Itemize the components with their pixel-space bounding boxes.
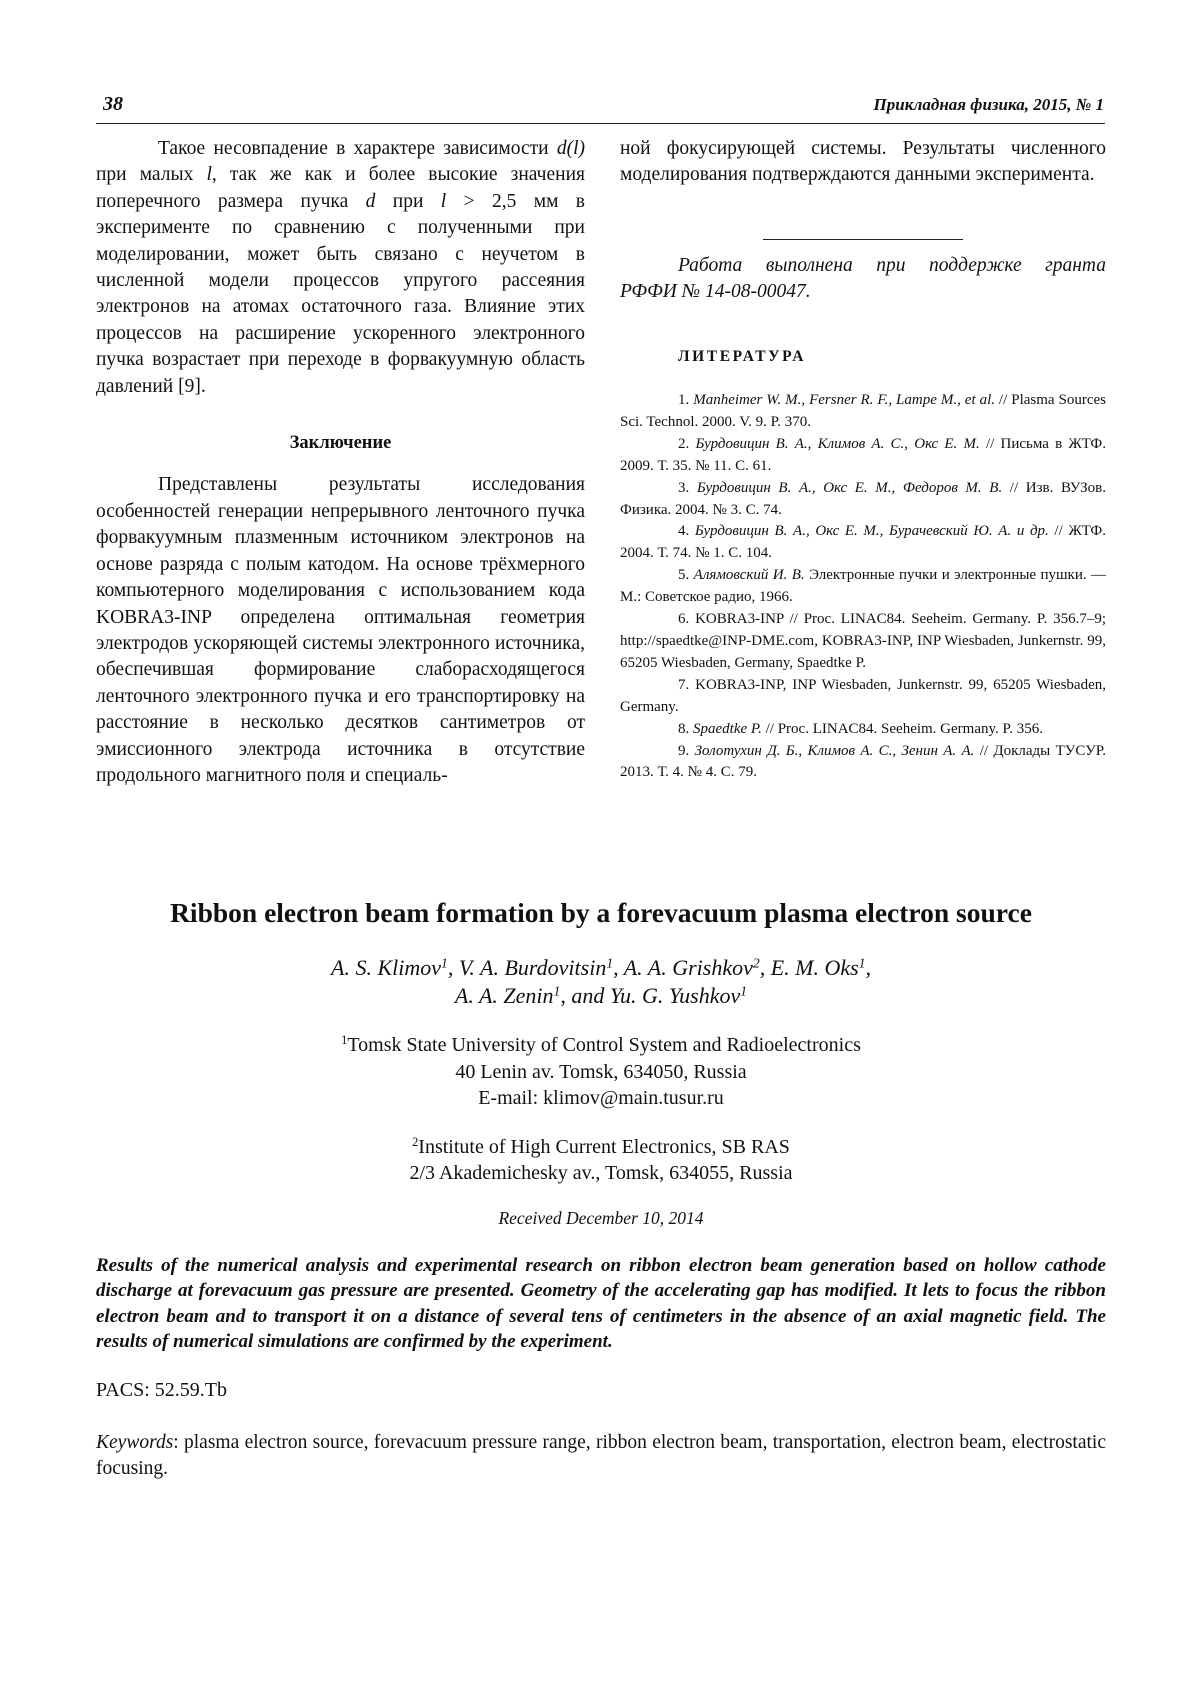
english-abstract-block [96,896,1106,1482]
separator-rule [763,239,963,240]
reference-item: 1. Manheimer W. M., Fersner R. F., Lampe M., et al. // Plasma Sources Sci. Technol. 2000. V. 9. P. 370. [620,392,1106,430]
right-column [620,136,1106,784]
acknowledgement-line-2: РФФИ № 14-08-00047. [620,281,811,303]
references-list [620,390,1106,784]
reference-item: 3. Бурдовицин В. А., Окс Е. М., Федоров М. В. // Изв. ВУЗов. Физика. 2004. № 3. С. 74. [620,479,1107,518]
affiliation-2: $^2$Institute of High Current Electronics, SB RAS 2/3 Akademichesky av., Tomsk, 634055, Russia [409,1134,793,1184]
reference-item: 6. KOBRA3-INP // Proc. LINAC84. Seeheim. Germany. P. 356.7–9; http://spaedtke@INP-DME.com, KOBRA3-INP, INP Wiesbaden, Junkernstr. 99, 65205 Wiesbaden, Germany, Spaedtke P. [620,611,1107,671]
authors: A. S. Klimov$^1$, V. A. Burdovitsin$^1$, A. A. Grishkov$^2$, E. M. Oks$^1$, A. A. Zenin$^1$, and Yu. G. Yushkov$^1$ [331,955,871,1008]
reference-item: 8. Spaedtke P. // Proc. LINAC84. Seeheim. Germany. P. 356. [678,720,1043,737]
paragraph-continuation: ной фокусирующей системы. Результаты численного моделирования подтверждаются данными эксперимента. [620,138,1106,186]
acknowledgement [620,253,1106,306]
reference-item: 4. Бурдовицин В. А., Окс Е. М., Бурачевский Ю. А. и др. // ЖТФ. 2004. Т. 74. № 1. С. 104. [620,523,1107,562]
reference-item: 5. Алямовский И. В. Электронные пучки и электронные пушки. — М.: Советское радио, 1966. [620,567,1107,606]
email: E-mail: klimov@main.tusur.ru [478,1087,724,1109]
affiliation-1: $^1$Tomsk State University of Control System and Radioelectronics 40 Lenin av. Tomsk, 634050, Russia E-mail: klimov@main.tusur.ru [341,1033,861,1109]
abstract: Results of the numerical analysis and experimental research on ribbon electron beam generation based on hollow cathode discharge at forevacuum gas pressure are presented. Geometry of the accelerating gap has modified. It lets to focus the ribbon electron beam and to transport it on a distance of several tens of centimeters in the absence of an axial magnetic field. The results of numerical simulations are confirmed by the experiment. [96,1254,1106,1352]
header-rule [96,123,1105,124]
reference-item: 2. Бурдовицин В. А., Климов А. С., Окс Е. М. // Письма в ЖТФ. 2009. Т. 35. № 11. С. 61. [620,435,1107,474]
reference-item: 7. KOBRA3-INP, INP Wiesbaden, Junkernstr. 99, 65205 Wiesbaden, Germany. [620,676,1106,715]
received-date: Received December 10, 2014 [498,1207,704,1228]
running-head: Прикладная физика, 2015, № 1 [873,95,1104,114]
pacs: PACS: 52.59.Tb [96,1378,227,1401]
references-title: ЛИТЕРАТУРА [678,347,806,365]
page-number: 38 [103,93,123,115]
paragraph-conclusion: Представлены результаты исследования особенностей генерации непрерывного ленточного пучка форвакуумным плазменным источником электронов на основе разряда с полым катодом. На основе трёхмерного компьютерного моделирования с использованием кода KOBRA3-INP определена оптимальная геометрия электродов ускоряющей системы электронного источника, обеспечившая формирование слаборасходящегося ленточного электронного пучка и его транспортировку на расстояние в несколько десятков сантиметров от эмиссионного электрода источника в отсутствие продольного магнитного поля и специаль- [96,474,585,786]
keywords: Keywords: plasma electron source, forevacuum pressure range, ribbon electron beam, transportation, electron beam, electrostatic focusing. [96,1431,1106,1479]
acknowledgement-line-1: Работа выполнена при поддержке гранта [678,254,1106,276]
left-column [96,136,585,789]
reference-item: 9. Золотухин Д. Б., Климов А. С., Зенин А. А. // Доклады ТУСУР. 2013. Т. 4. № 4. С. 79. [620,742,1107,781]
section-title-conclusion: Заключение [289,433,392,454]
english-title: Ribbon electron beam formation by a forevacuum plasma electron source [170,897,1032,928]
paragraph-discussion: Такое несовпадение в характере зависимости d(l) при малых l, так же как и более высокие значения поперечного размера пучка d при l > 2,5 мм в эксперименте по сравнению с полученными при моделировании, может быть связано с неучетом в численной модели процессов упругого рассеяния электронов на атомах остаточного газа. Влияние этих процессов на расширение ускоренного электронного пучка возрастает при переходе в форвакуумную область давлений [9]. [96,138,585,397]
